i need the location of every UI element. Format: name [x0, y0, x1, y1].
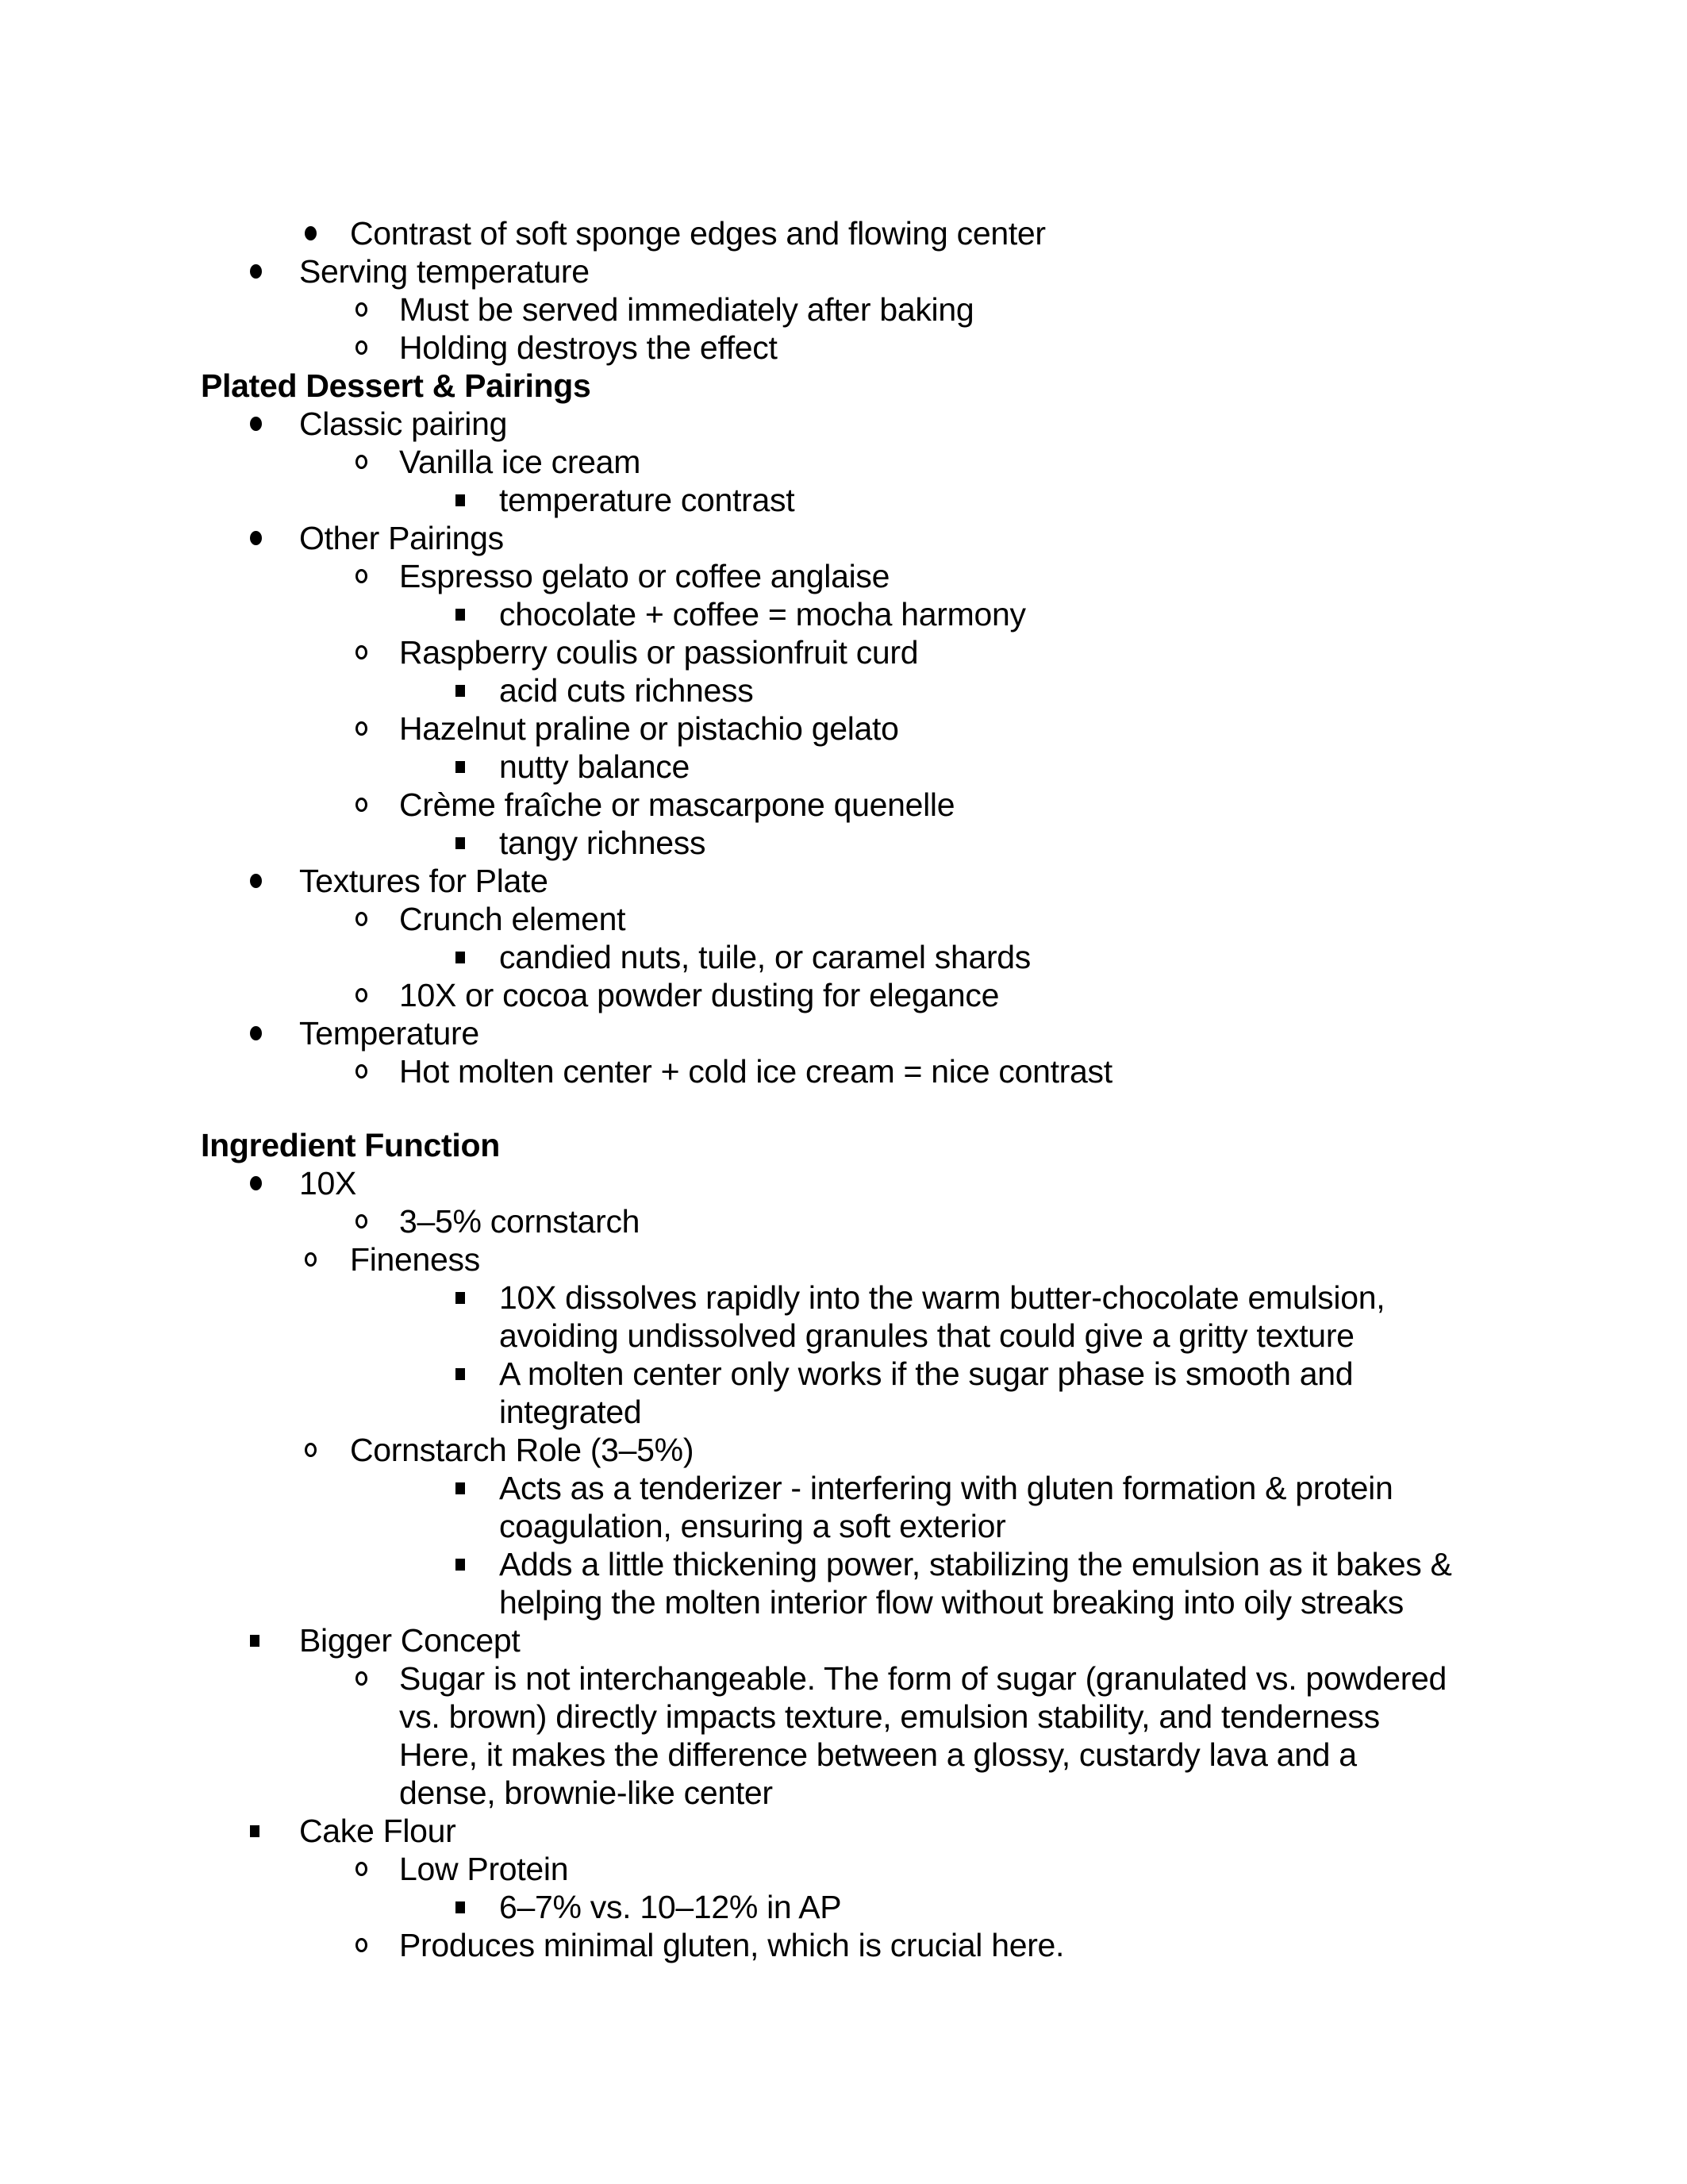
bullet-circle-icon [305, 1252, 317, 1267]
bullet-circle-icon [355, 455, 367, 469]
list-item-line: 6–7% vs. 10–12% in AP [499, 1889, 842, 1925]
list-item-text [299, 519, 1687, 557]
bullet-square-icon [250, 1825, 259, 1837]
list-item-text [299, 252, 1687, 290]
list-item-text [499, 1469, 1687, 1545]
list-item-line: Other Pairings [299, 520, 504, 556]
bullet-square-icon [455, 761, 465, 773]
bullet-dot-icon [250, 531, 262, 545]
bullet-circle-icon [355, 1214, 367, 1228]
list-item-line: Fineness [350, 1241, 480, 1278]
list-item-line: Produces minimal gluten, which is crucial here. [399, 1927, 1065, 1963]
list-item-line: Contrast of soft sponge edges and flowing center [350, 215, 1046, 252]
bullet-circle-icon [355, 721, 367, 736]
bullet-square-icon [455, 1559, 465, 1571]
list-item [0, 290, 1687, 329]
list-item-text [399, 1052, 1687, 1090]
list-item-line: Acts as a tenderizer - interfering with gluten formation & protein [499, 1470, 1393, 1506]
list-item-text [499, 481, 1687, 519]
bullet-square-icon [455, 952, 465, 963]
list-item-line: Bigger Concept [299, 1622, 521, 1659]
list-item-text [399, 290, 1687, 329]
list-item [0, 671, 1687, 709]
bullet-square-icon [455, 494, 465, 506]
list-item-line: Low Protein [399, 1851, 569, 1887]
list-item [0, 976, 1687, 1014]
list-item-line: 10X dissolves rapidly into the warm butter-chocolate emulsion, [499, 1279, 1385, 1316]
bullet-square-icon [455, 1368, 465, 1380]
list-item-text [350, 1431, 1687, 1469]
list-item-text [499, 1888, 1687, 1926]
bullet-circle-icon [305, 1443, 317, 1457]
list-item-text [399, 786, 1687, 824]
bullet-dot-icon [250, 1026, 262, 1040]
list-item [0, 1469, 1687, 1545]
list-item-line: Here, it makes the difference between a glossy, custardy lava and a [399, 1736, 1357, 1773]
list-item-text [299, 1621, 1687, 1659]
list-item-line: Cornstarch Role (3–5%) [350, 1432, 694, 1468]
list-item [0, 1240, 1687, 1278]
list-item-text [399, 329, 1687, 367]
list-item-line: temperature contrast [499, 482, 795, 518]
list-item-line: integrated [499, 1394, 642, 1430]
list-item [0, 1202, 1687, 1240]
list-item-text [399, 557, 1687, 595]
list-item-text [499, 748, 1687, 786]
bullet-circle-icon [355, 798, 367, 812]
list-item [0, 900, 1687, 938]
list-item [0, 748, 1687, 786]
list-item [0, 862, 1687, 900]
list-item-text [499, 595, 1687, 633]
bullet-square-icon [455, 837, 465, 849]
list-item [0, 1052, 1687, 1090]
list-item-line: Textures for Plate [299, 863, 548, 899]
bullet-circle-icon [355, 988, 367, 1002]
bullet-square-icon [455, 609, 465, 621]
bullet-square-icon [455, 1482, 465, 1494]
bullet-circle-icon [355, 1064, 367, 1079]
list-item-line: Sugar is not interchangeable. The form of sugar (granulated vs. powdered [399, 1660, 1447, 1697]
list-item-line: Hazelnut praline or pistachio gelato [399, 710, 899, 747]
bullet-circle-icon [355, 1938, 367, 1952]
list-item [0, 824, 1687, 862]
list-item-line: Hot molten center + cold ice cream = nice contrast [399, 1053, 1112, 1090]
list-item-text [499, 938, 1687, 976]
list-item-line: Temperature [299, 1015, 479, 1052]
list-item-line: A molten center only works if the sugar phase is smooth and [499, 1355, 1354, 1392]
list-item [0, 1659, 1687, 1812]
list-item-text [499, 1355, 1687, 1431]
list-item-line: Crème fraîche or mascarpone quenelle [399, 786, 955, 823]
list-item [0, 1621, 1687, 1659]
section-heading: Ingredient Function [201, 1127, 500, 1163]
list-item-line: vs. brown) directly impacts texture, emulsion stability, and tenderness [399, 1698, 1380, 1735]
bullet-circle-icon [355, 912, 367, 926]
list-item-line: candied nuts, tuile, or caramel shards [499, 939, 1032, 975]
list-item [0, 481, 1687, 519]
list-item [0, 214, 1687, 252]
bullet-circle-icon [355, 569, 367, 583]
list-item [0, 443, 1687, 481]
bullet-circle-icon [355, 1862, 367, 1876]
document-content [0, 214, 1687, 1964]
list-item-line: nutty balance [499, 748, 690, 785]
list-item-text [299, 405, 1687, 443]
bullet-circle-icon [355, 645, 367, 659]
list-item [0, 709, 1687, 748]
list-item-text [399, 709, 1687, 748]
list-item-text [399, 633, 1687, 671]
bullet-dot-icon [250, 417, 262, 431]
list-item-line: 10X [299, 1165, 357, 1202]
list-item-text [399, 1926, 1687, 1964]
list-item-text [399, 1659, 1687, 1812]
list-item [0, 1355, 1687, 1431]
list-item-line: dense, brownie-like center [399, 1774, 773, 1811]
list-item [0, 329, 1687, 367]
list-item [0, 938, 1687, 976]
list-item-line: 3–5% cornstarch [399, 1203, 640, 1240]
list-item-text [299, 862, 1687, 900]
list-item-line: Crunch element [399, 901, 626, 937]
list-item-line: avoiding undissolved granules that could give a gritty texture [499, 1317, 1355, 1354]
list-item-text [399, 1850, 1687, 1888]
list-item-text [399, 1202, 1687, 1240]
list-item-text [399, 900, 1687, 938]
bullet-dot-icon [250, 264, 262, 279]
list-item-text [399, 976, 1687, 1014]
list-item [0, 1278, 1687, 1355]
list-item-line: coagulation, ensuring a soft exterior [499, 1508, 1006, 1544]
list-item-line: Must be served immediately after baking [399, 291, 974, 328]
bullet-dot-icon [250, 1176, 262, 1190]
list-item [0, 1164, 1687, 1202]
list-item [0, 1926, 1687, 1964]
list-item-text [299, 1812, 1687, 1850]
list-item [0, 557, 1687, 595]
list-item-line: acid cuts richness [499, 672, 754, 709]
list-item-text [299, 1164, 1687, 1202]
bullet-square-icon [455, 685, 465, 697]
bullet-circle-icon [355, 340, 367, 355]
list-item-text [499, 1545, 1687, 1621]
list-item [0, 1850, 1687, 1888]
list-item-line: Vanilla ice cream [399, 444, 641, 480]
list-item-line: Classic pairing [299, 406, 508, 442]
list-item [0, 1888, 1687, 1926]
list-item [0, 1014, 1687, 1052]
bullet-square-icon [250, 1635, 259, 1647]
list-item-text [499, 671, 1687, 709]
list-item-text [499, 1278, 1687, 1355]
list-item-line: tangy richness [499, 825, 706, 861]
bullet-circle-icon [355, 1671, 367, 1686]
section-heading: Plated Dessert & Pairings [201, 367, 591, 404]
list-item [0, 519, 1687, 557]
list-item-text [299, 1014, 1687, 1052]
list-item-line: chocolate + coffee = mocha harmony [499, 596, 1026, 633]
list-item [0, 595, 1687, 633]
list-item [0, 1545, 1687, 1621]
list-item-text [399, 443, 1687, 481]
list-item [0, 786, 1687, 824]
list-item-line: helping the molten interior flow without breaking into oily streaks [499, 1584, 1404, 1621]
list-item-text [499, 824, 1687, 862]
list-item [0, 252, 1687, 290]
list-item-line: Espresso gelato or coffee anglaise [399, 558, 890, 594]
list-item-line: Holding destroys the effect [399, 329, 778, 366]
list-item [0, 1812, 1687, 1850]
bullet-dot-icon [305, 226, 317, 240]
bullet-square-icon [455, 1901, 465, 1913]
bullet-square-icon [455, 1292, 465, 1304]
list-item [0, 405, 1687, 443]
list-item-text [350, 1240, 1687, 1278]
list-item-line: Adds a little thickening power, stabilizing the emulsion as it bakes & [499, 1546, 1452, 1582]
list-item-text [350, 214, 1687, 252]
list-item-line: Serving temperature [299, 253, 590, 290]
list-item [0, 633, 1687, 671]
list-item-line: Cake Flour [299, 1813, 456, 1849]
bullet-circle-icon [355, 302, 367, 317]
list-item [0, 1431, 1687, 1469]
list-item-line: 10X or cocoa powder dusting for elegance [399, 977, 1000, 1013]
bullet-dot-icon [250, 874, 262, 888]
list-item-line: Raspberry coulis or passionfruit curd [399, 634, 919, 671]
